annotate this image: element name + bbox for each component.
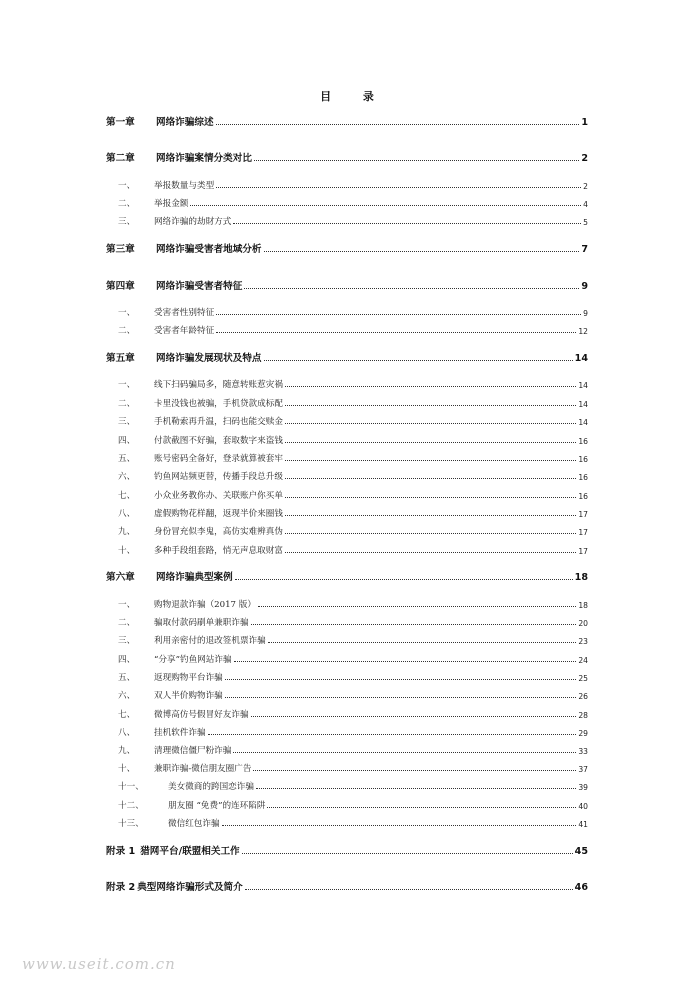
page-number: 16 — [578, 473, 588, 482]
section-title: 双人半价购物诈骗 — [154, 691, 223, 701]
section-number: 二、 — [118, 199, 136, 209]
chapter-title: 网络诈骗综述 — [156, 117, 214, 128]
section-title: 付款截图不好骗，套取数字来盗钱 — [154, 436, 283, 446]
page-number: 28 — [578, 711, 588, 720]
page-number: 5 — [583, 218, 588, 227]
toc-section[interactable] — [118, 706, 588, 720]
page-number: 26 — [578, 692, 588, 701]
dot-leader — [254, 160, 579, 161]
section-title: 朋友圈 “免费”的连环陷阱 — [168, 801, 266, 811]
section-number: 三、 — [118, 217, 136, 227]
page-number: 14 — [578, 400, 588, 409]
dot-leader — [234, 661, 577, 662]
dot-leader — [264, 360, 573, 361]
dot-leader — [244, 288, 579, 289]
toc-section[interactable] — [118, 195, 588, 209]
dot-leader — [222, 825, 577, 826]
section-number: 八、 — [118, 509, 136, 519]
dot-leader — [235, 579, 573, 580]
section-number: 十一、 — [118, 782, 144, 792]
toc-section[interactable] — [118, 487, 588, 501]
toc-section[interactable] — [118, 651, 588, 665]
page-number: 20 — [578, 619, 588, 628]
section-title: 多种手段组套路，悄无声息取财富 — [154, 546, 283, 556]
page-number: 17 — [578, 547, 588, 556]
dot-leader — [216, 124, 580, 125]
chapter-title: 网络诈骗发展现状及特点 — [156, 353, 262, 364]
page-number: 37 — [578, 765, 588, 774]
section-title: 受害者性别特征 — [154, 308, 215, 318]
dot-leader — [225, 679, 577, 680]
dot-leader — [216, 332, 576, 333]
toc-section[interactable] — [118, 505, 588, 519]
section-number: 一、 — [118, 380, 136, 390]
page-number: 16 — [578, 455, 588, 464]
section-number: 二、 — [118, 618, 136, 628]
section-number: 九、 — [118, 527, 136, 537]
chapter-title: 网络诈骗受害者地域分析 — [156, 244, 262, 255]
page-number: 14 — [578, 418, 588, 427]
page-number: 2 — [581, 153, 588, 164]
section-number: 十三、 — [118, 819, 144, 829]
page-number: 7 — [581, 244, 588, 255]
toc-appendix-2[interactable] — [106, 879, 588, 893]
page-number: 17 — [578, 528, 588, 537]
toc-section[interactable] — [118, 322, 588, 336]
appendix-number: 附录 2 — [106, 882, 136, 893]
section-number: 四、 — [118, 436, 136, 446]
chapter-title: 网络诈骗典型案例 — [156, 572, 233, 583]
section-title: 美女微商的跨国恋诈骗 — [168, 782, 254, 792]
toc-title: 目 录 — [320, 90, 388, 103]
dot-leader — [285, 497, 576, 498]
section-number: 十、 — [118, 764, 136, 774]
dot-leader — [216, 187, 581, 188]
page-number: 12 — [578, 327, 588, 336]
section-number: 六、 — [118, 472, 136, 482]
page-number: 18 — [574, 572, 588, 583]
toc-section[interactable] — [118, 742, 588, 756]
dot-leader — [285, 386, 576, 387]
page-number: 2 — [583, 182, 588, 191]
dot-leader — [225, 697, 577, 698]
toc-section[interactable] — [118, 778, 588, 792]
chapter-title: 网络诈骗案情分类对比 — [156, 153, 252, 164]
page-number: 24 — [578, 656, 588, 665]
toc-section[interactable] — [118, 213, 588, 227]
section-title: 返现购物平台诈骗 — [154, 673, 223, 683]
section-title: 兼职诈骗-微信朋友圈广告 — [154, 764, 252, 774]
section-number: 九、 — [118, 746, 136, 756]
watermark: www.useit.com.cn — [22, 955, 176, 973]
toc-chapter-6[interactable] — [106, 569, 588, 583]
section-title: 身份冒充似李鬼，高仿实难辨真伪 — [154, 527, 283, 537]
section-number: 一、 — [118, 308, 136, 318]
section-title: 网络诈骗的劫財方式 — [154, 217, 232, 227]
chapter-number: 第二章 — [106, 153, 135, 164]
dot-leader — [256, 788, 576, 789]
page-number: 16 — [578, 437, 588, 446]
dot-leader — [285, 405, 576, 406]
section-number: 一、 — [118, 181, 136, 191]
page-number: 45 — [574, 846, 588, 857]
toc-chapter-2[interactable] — [106, 150, 588, 164]
dot-leader — [285, 423, 576, 424]
section-number: 三、 — [118, 636, 136, 646]
section-title: 卡里没钱也被骗，手机贷款成标配 — [154, 399, 283, 409]
section-title: 微信红包诈骗 — [168, 819, 220, 829]
toc-chapter-1[interactable] — [106, 114, 588, 128]
section-title: 虚假购物花样翻，返现半价来圈钱 — [154, 509, 283, 519]
toc-section[interactable] — [118, 450, 588, 464]
toc-chapter-3[interactable] — [106, 241, 588, 255]
section-title: 利用亲密付的退改签机票诈骗 — [154, 636, 266, 646]
section-title: 举报金额 — [154, 199, 189, 209]
dot-leader — [251, 624, 577, 625]
toc-appendix-1[interactable] — [106, 843, 588, 857]
section-number: 五、 — [118, 454, 136, 464]
chapter-number: 第四章 — [106, 281, 135, 292]
page-number: 39 — [578, 783, 588, 792]
section-title: 购物退款诈骗（2017 版） — [154, 600, 256, 610]
chapter-number: 第五章 — [106, 353, 135, 364]
page-number: 9 — [583, 309, 588, 318]
page-number: 14 — [574, 353, 588, 364]
page-number: 4 — [583, 200, 588, 209]
page-number: 25 — [578, 674, 588, 683]
toc-section[interactable] — [118, 432, 588, 446]
section-number: 十二、 — [118, 801, 144, 811]
section-number: 五、 — [118, 673, 136, 683]
dot-leader — [190, 205, 581, 206]
dot-leader — [264, 251, 580, 252]
toc-section[interactable] — [118, 797, 588, 811]
section-title: 清理微信僵尸粉诈骗 — [154, 746, 232, 756]
page-number: 14 — [578, 381, 588, 390]
toc-section[interactable] — [118, 542, 588, 556]
toc-section[interactable] — [118, 376, 588, 390]
dot-leader — [233, 223, 581, 224]
toc-section[interactable] — [118, 760, 588, 774]
section-title: 受害者年龄特征 — [154, 326, 215, 336]
toc-chapter-5[interactable] — [106, 350, 588, 364]
toc-section[interactable] — [118, 596, 588, 610]
page-number: 29 — [578, 729, 588, 738]
page-number: 33 — [578, 747, 588, 756]
appendix-title: 猎网平台/联盟相关工作 — [140, 846, 240, 857]
section-number: 七、 — [118, 710, 136, 720]
dot-leader — [216, 314, 581, 315]
toc-section[interactable] — [118, 632, 588, 646]
section-number: 二、 — [118, 326, 136, 336]
page-number: 18 — [578, 601, 588, 610]
section-number: 一、 — [118, 600, 136, 610]
dot-leader — [285, 478, 576, 479]
dot-leader — [285, 552, 576, 553]
section-number: 三、 — [118, 417, 136, 427]
section-title: 钓鱼网站频更替，传播手段总升级 — [154, 472, 283, 482]
toc-chapter-4[interactable] — [106, 278, 588, 292]
chapter-number: 第六章 — [106, 572, 135, 583]
appendix-number: 附录 1 — [106, 846, 136, 857]
section-title: 手机勒索再升温，扫码也能交赎金 — [154, 417, 283, 427]
toc-section[interactable] — [118, 177, 588, 191]
toc-section[interactable] — [118, 523, 588, 537]
page-number: 46 — [574, 882, 588, 893]
section-title: “分享”钓鱼网站诈骗 — [154, 655, 232, 665]
section-title: 小众业务教你办、关联账户你买单 — [154, 491, 283, 501]
chapter-title: 网络诈骗受害者特征 — [156, 281, 243, 292]
section-title: 举报数量与类型 — [154, 181, 215, 191]
dot-leader — [285, 533, 576, 534]
dot-leader — [267, 807, 576, 808]
section-title: 微博高仿号假冒好友诈骗 — [154, 710, 249, 720]
toc-section[interactable] — [118, 815, 588, 829]
dot-leader — [233, 752, 576, 753]
dot-leader — [258, 606, 576, 607]
section-number: 四、 — [118, 655, 136, 665]
dot-leader — [208, 734, 577, 735]
dot-leader — [245, 889, 573, 890]
dot-leader — [285, 442, 576, 443]
section-number: 八、 — [118, 728, 136, 738]
page-number: 17 — [578, 510, 588, 519]
toc-section[interactable] — [118, 614, 588, 628]
dot-leader — [242, 853, 573, 854]
dot-leader — [251, 716, 577, 717]
section-title: 骗取付款码刷单兼职诈骗 — [154, 618, 249, 628]
dot-leader — [285, 460, 576, 461]
section-title: 线下扫码骗局多，随意转账惹灾祸 — [154, 380, 283, 390]
page-number: 16 — [578, 492, 588, 501]
section-title: 账号密码全备好，登录就算被套牢 — [154, 454, 283, 464]
page-number: 1 — [581, 117, 588, 128]
section-number: 十、 — [118, 546, 136, 556]
section-title: 挂机软件诈骗 — [154, 728, 206, 738]
toc-section[interactable] — [118, 304, 588, 318]
section-number: 二、 — [118, 399, 136, 409]
chapter-number: 第三章 — [106, 244, 135, 255]
toc-section[interactable] — [118, 468, 588, 482]
page-number: 40 — [578, 802, 588, 811]
dot-leader — [285, 515, 576, 516]
page-number: 23 — [578, 637, 588, 646]
dot-leader — [253, 770, 576, 771]
toc-section[interactable] — [118, 669, 588, 683]
toc-section[interactable] — [118, 724, 588, 738]
chapter-number: 第一章 — [106, 117, 135, 128]
toc-section[interactable] — [118, 687, 588, 701]
section-number: 六、 — [118, 691, 136, 701]
page-number: 41 — [578, 820, 588, 829]
dot-leader — [268, 642, 577, 643]
toc-section[interactable] — [118, 395, 588, 409]
toc-section[interactable] — [118, 413, 588, 427]
appendix-title: 典型网络诈骗形式及简介 — [137, 882, 243, 893]
page-number: 9 — [581, 281, 588, 292]
section-number: 七、 — [118, 491, 136, 501]
